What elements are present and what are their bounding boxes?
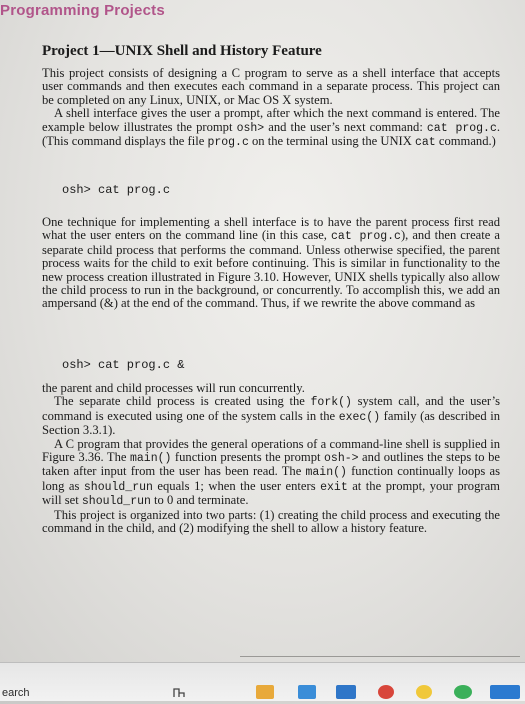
section-header: Programming Projects [0, 2, 165, 19]
text: to 0 and terminate. [150, 493, 249, 508]
text: One technique for implementing a shell interface is to have the parent process first read what the user enters on the command line (in this case, [42, 215, 500, 243]
text: on the terminal using the UNIX [248, 134, 415, 149]
chrome-icon[interactable] [378, 685, 394, 699]
details-block [42, 382, 500, 535]
technique-block [42, 216, 500, 311]
code-example-2: osh> cat prog.c & [62, 358, 185, 372]
sticky-notes-icon[interactable] [416, 685, 432, 699]
code-example-1: osh> cat prog.c [62, 183, 171, 197]
text: command.) [435, 134, 496, 149]
text: A C program that provides the general operations of a command-line shell is supplied in Figure 3.36. The [42, 436, 500, 465]
app-icon[interactable] [454, 685, 472, 699]
inline-code: cat prog.c [426, 121, 497, 135]
text: and outlines the steps to be taken after input from the user has been read. The [42, 450, 500, 479]
inline-code: osh-> [324, 452, 359, 466]
inline-code: exec() [338, 410, 381, 424]
intro-block [42, 67, 500, 149]
paragraph-fork [42, 395, 500, 437]
text: A shell interface gives the user a prompt, after which the next command is entered. The example below illustrates the prompt [42, 106, 500, 134]
text: and the user’s next command: [264, 119, 427, 134]
taskbar [0, 662, 525, 701]
inline-code: fork() [310, 396, 352, 410]
project-title: Project 1—UNIX Shell and History Feature [42, 43, 322, 59]
word-icon[interactable] [490, 685, 520, 699]
paragraph-technique [42, 216, 500, 311]
store-icon[interactable] [298, 685, 316, 699]
inline-code: osh> [236, 121, 265, 135]
inline-code: prog.c [207, 136, 249, 150]
mail-icon[interactable] [336, 685, 356, 699]
text: system call, and the user’s command is executed using one of the system calls in the [42, 394, 500, 423]
inline-code: main() [129, 452, 172, 466]
text: function continually loops as long as [42, 464, 500, 493]
inline-code: exit [320, 480, 348, 494]
paragraph-organization: This project is organized into two parts: (1) creating the child process and executing the command in the child, and (2) modifying the shell to allow a history feature. [42, 507, 500, 536]
inline-code: should_run [81, 495, 151, 509]
paragraph-prompt [42, 107, 500, 149]
text: equals 1; when the user enters [152, 478, 321, 493]
inline-code: cat [415, 136, 436, 150]
paragraph-concurrent: the parent and child processes will run concurrently. [42, 381, 305, 395]
text: family (as described in Section 3.3.1). [42, 408, 500, 438]
inline-code: cat prog.c [331, 230, 401, 244]
text: function presents the prompt [171, 450, 325, 465]
inline-code: should_run [83, 480, 153, 494]
text: . (This command displays the file [42, 119, 501, 149]
paragraph-intro: This project consists of designing a C program to serve as a shell interface that accepts user commands and then executes each command in a separate process. This project can be completed on any Linux, UNIX, or Mac OS X system. [42, 66, 500, 107]
file-explorer-icon[interactable] [256, 685, 274, 699]
task-view-icon[interactable] [172, 685, 186, 699]
text: The separate child process is created using the [54, 394, 311, 409]
text: at the prompt, your program will set [42, 478, 500, 508]
text: ), and then create a separate child process that performs the command. Unless otherwise specified, the parent process waits for the child to exit before continuing. This is similar in functionality to the new process creation illustrated in Figure 3.10. However, UNIX shells typically also allow the child process to run in the background, or concurrently. To accomplish this, we add an ampersand (&) at the end of the command. Thus, if we rewrite the above command as [42, 228, 500, 311]
taskbar-search[interactable]: earch [2, 687, 30, 699]
paragraph-main [42, 438, 500, 509]
inline-code: main() [305, 466, 347, 480]
